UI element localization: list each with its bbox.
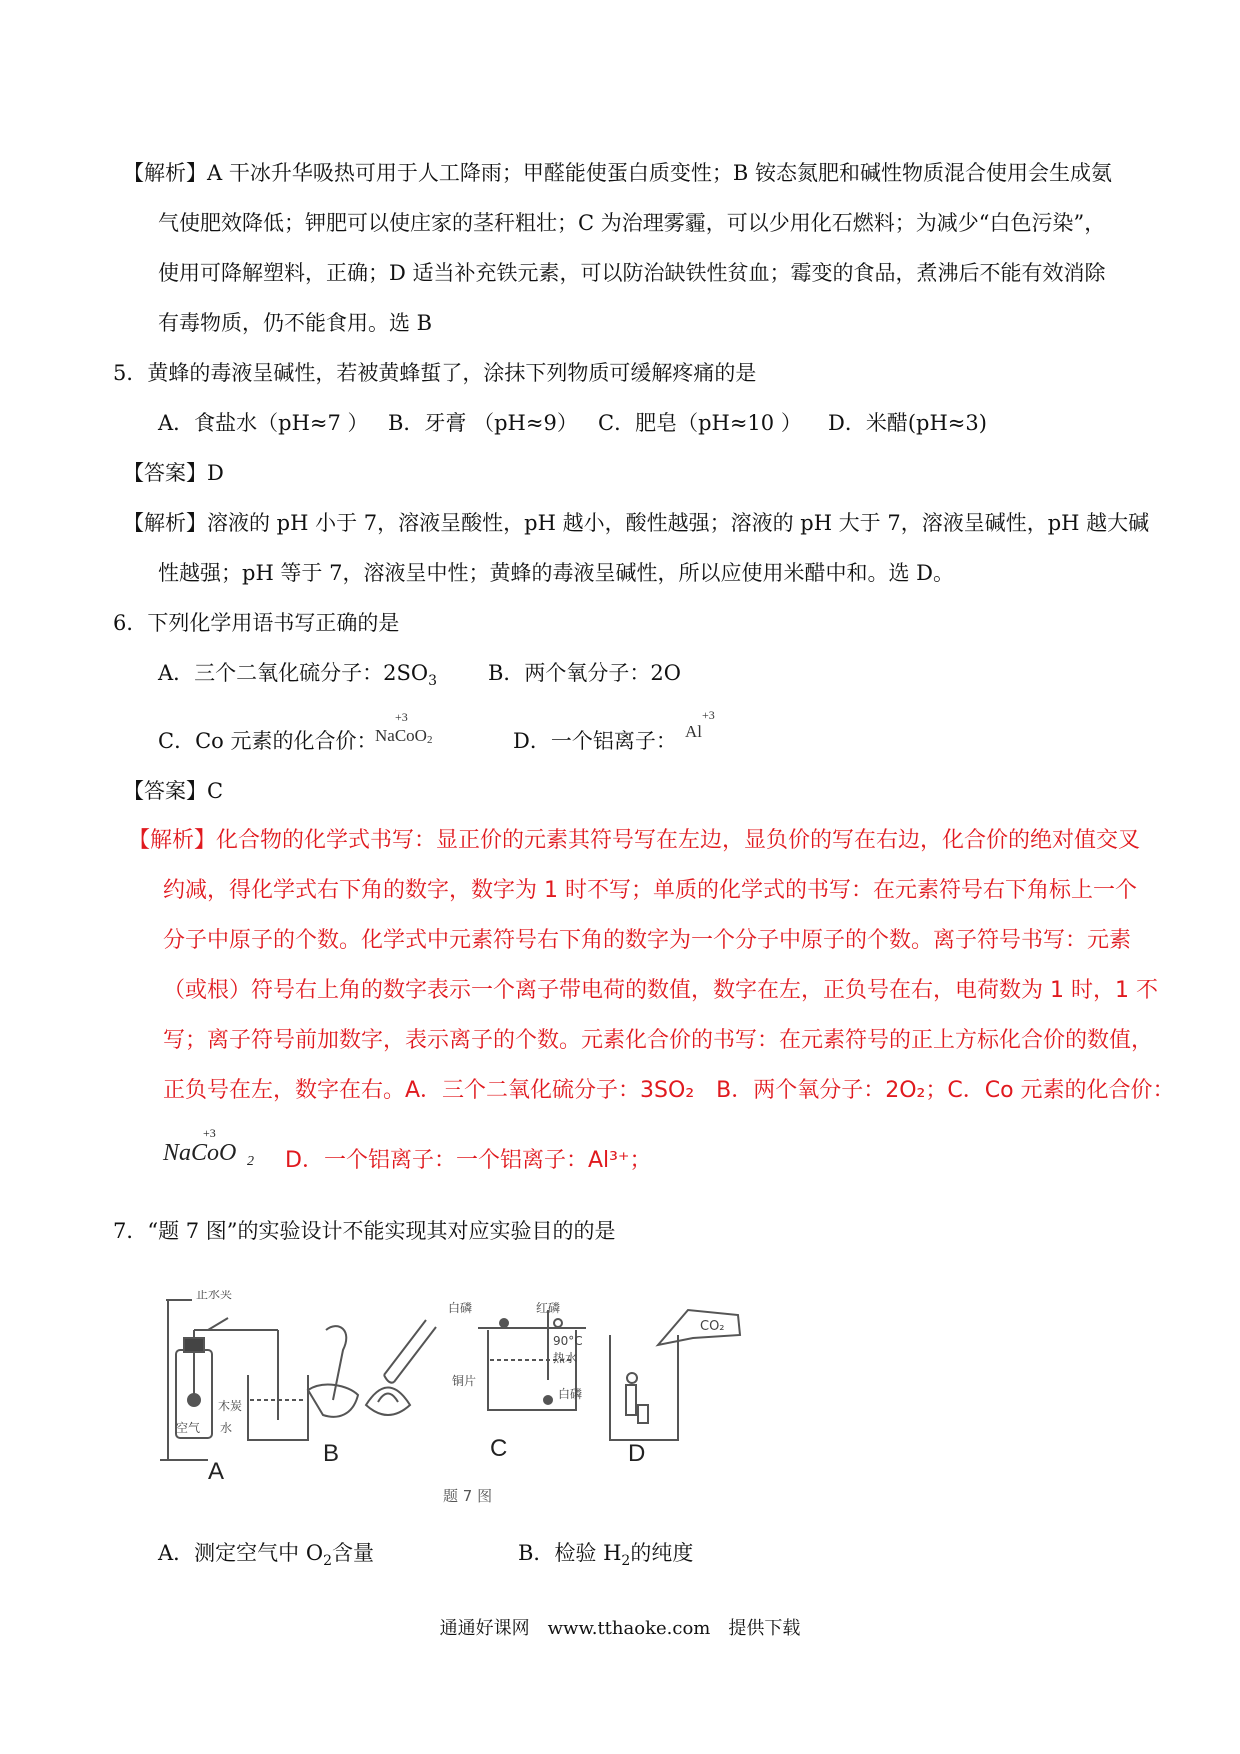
q6-analysis-formula-sub: 2 [247, 1154, 254, 1169]
fig-c-temp-label: 90°C [553, 1334, 583, 1348]
q6-option-d-formula [685, 706, 735, 746]
q5-option-b: B．牙膏 （pH≈9） [388, 411, 578, 435]
q6-analysis-line-3: 分子中原子的个数。化学式中元素符号右下角的数字为一个分子中原子的个数。离子符号书写：元素 [163, 928, 1132, 953]
q5-option-c: C．肥皂（pH≈10 ） [598, 411, 802, 435]
q4-analysis-line-1: 【解析】A 干冰升华吸热可用于人工降雨；甲醛能使蛋白质变性；B 铵态氮肥和碱性物质混合使用会生成氨 [123, 161, 1112, 185]
q6-answer: 【答案】C [123, 779, 224, 803]
q6-option-a-subscript: 3 [428, 673, 438, 689]
q6-option-c-formula-text: NaCoO [375, 726, 427, 745]
q7-option-a-text: A．测定空气中 O [158, 1541, 324, 1565]
fig-caption: 题 7 图 [443, 1487, 493, 1505]
q5-option-d: D．米醋(pH≈3) [828, 411, 987, 435]
q7-option-b-subscript: 2 [621, 1553, 631, 1569]
q6-option-d-formula-text: Al [685, 722, 702, 741]
q6-option-a-text: A．三个二氧化硫分子：2SO [158, 661, 429, 685]
q6-stem: 6．下列化学用语书写正确的是 [113, 611, 400, 635]
q6-analysis-line-5: 写；离子符号前加数字，表示离子的个数。元素化合价的书写：在元素符号的正上方标化合价的数值， [163, 1028, 1154, 1053]
q4-analysis-line-4: 有毒物质，仍不能食用。选 B [158, 311, 433, 335]
q6-analysis-line-1: 【解析】化合物的化学式书写：显正价的元素其符号写在左边，显负价的写在右边，化合价的绝对值交叉 [128, 828, 1141, 853]
q6-option-c-text: C．Co 元素的化合价： [158, 729, 378, 753]
fig-label-c: C [490, 1435, 508, 1462]
q6-option-d-charge: +3 [702, 708, 715, 722]
q7-stem: 7．“题 7 图”的实验设计不能实现其对应实验目的的是 [113, 1219, 616, 1243]
page-footer: 通通好课网 www.tthaoke.com 提供下载 [439, 1618, 801, 1639]
q6-option-d [513, 726, 677, 756]
q6-analysis-formula-valence: +3 [203, 1126, 216, 1140]
q5-answer: 【答案】D [123, 461, 224, 485]
q5-analysis-line-2: 性越强；pH 等于 7，溶液呈中性；黄蜂的毒液呈碱性，所以应使用米醋中和。选 D。 [158, 561, 954, 585]
fig-c-red-p-label: 红磷 [536, 1301, 561, 1315]
q5-stem: 5．黄蜂的毒液呈碱性，若被黄蜂蜇了，涂抹下列物质可缓解疼痛的是 [113, 361, 757, 385]
fig-d-co2-label: CO₂ [700, 1319, 725, 1334]
fig-c-hot-water-label: 热水 [553, 1351, 578, 1365]
q6-analysis-line-4: （或根）符号右上角的数字表示一个离子带电荷的数值，数字在左，正负号在右，电荷数为 1 时，1 不 [163, 978, 1158, 1003]
fig-a-air-label: 空气 [176, 1421, 201, 1435]
fig-a-water-label: 水 [220, 1421, 233, 1435]
fig-c-white-p2-label: 白磷 [558, 1387, 583, 1401]
q7-option-a-subscript: 2 [323, 1553, 332, 1569]
q7-figure [148, 1290, 788, 1520]
fig-label-b: B [323, 1440, 340, 1467]
q6-option-c-formula [375, 710, 445, 754]
q7-option-b [518, 1538, 693, 1576]
q4-analysis-line-2: 气使肥效降低；钾肥可以使庄家的茎秆粗壮；C 为治理雾霾，可以少用化石燃料；为减少“白色污染”， [158, 211, 1106, 235]
q6-analysis-formula-text: NaCoO [163, 1140, 237, 1166]
fig-label-a: A [208, 1458, 225, 1485]
q6-option-d-text: D．一个铝离子： [513, 729, 677, 753]
q6-option-c [158, 726, 377, 756]
q7-option-b-post: 的纯度 [630, 1541, 694, 1565]
q5-analysis-line-1: 【解析】溶液的 pH 小于 7，溶液呈酸性，pH 越小，酸性越强；溶液的 pH 大于 7，溶液呈碱性，pH 越大碱 [123, 511, 1150, 535]
fig-c-copper-label: 铜片 [452, 1374, 477, 1388]
q6-analysis-line-2: 约减，得化学式右下角的数字，数字为 1 时不写；单质的化学式的书写：在元素符号右下角标上一个 [163, 878, 1137, 903]
fig-a-charcoal-label: 木炭 [218, 1399, 243, 1413]
fig-c-white-p-label: 白磷 [448, 1301, 473, 1315]
fig-label-d: D [628, 1440, 646, 1467]
fig-a-clamp-label: 止水夹 [196, 1290, 233, 1301]
q6-analysis-line-6: 正负号在左，数字在右。A．三个二氧化硫分子：3SO₂ B．两个氧分子：2O₂；C．Co 元素的化合价： [163, 1078, 1175, 1103]
q7-option-b-text: B．检验 H [518, 1541, 622, 1565]
q6-option-c-valence: +3 [395, 710, 408, 724]
q5-option-a: A．食盐水（pH≈7 ） [158, 411, 369, 435]
q6-analysis-line-7: D．一个铝离子：一个铝离子：Al³⁺； [285, 1148, 652, 1173]
q7-option-a-post: 含量 [331, 1541, 374, 1565]
q6-option-c-formula-sub: 2 [427, 734, 433, 746]
q6-option-b: B．两个氧分子：2O [488, 661, 682, 685]
q4-analysis-line-3: 使用可降解塑料，正确；D 适当补充铁元素，可以防治缺铁性贫血；霉变的食品，煮沸后不能有效消除 [158, 261, 1106, 285]
q6-analysis-formula [163, 1126, 273, 1174]
q7-option-a [158, 1538, 374, 1576]
q6-option-a [158, 658, 437, 696]
